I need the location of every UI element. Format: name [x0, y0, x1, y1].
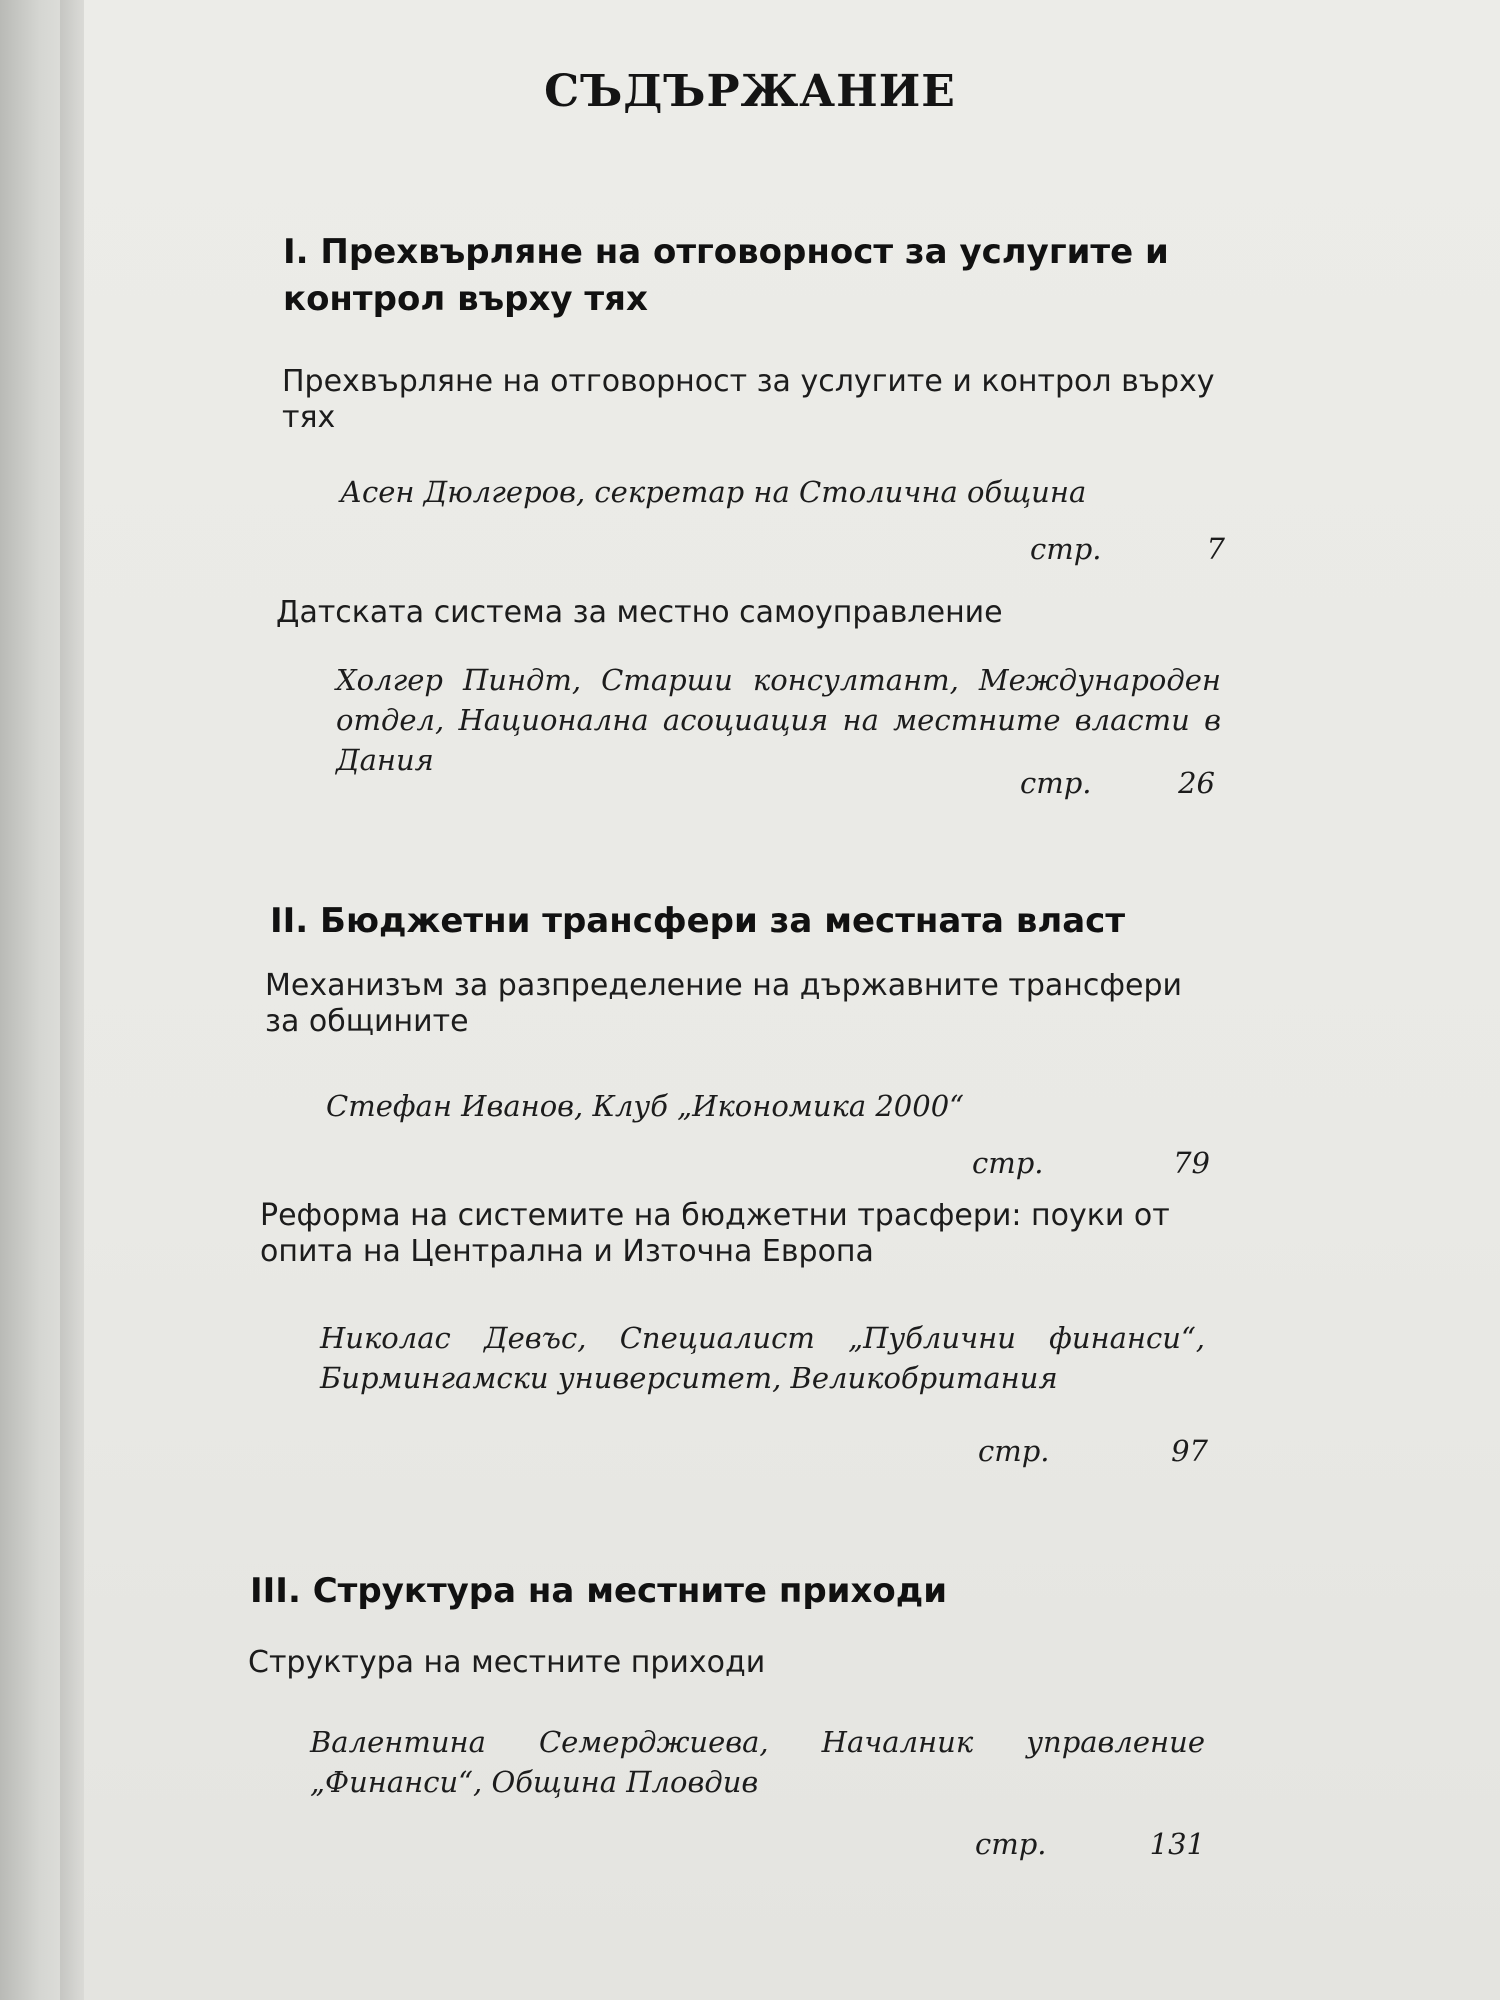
section-1-title: I. Прехвърляне на отговорност за услугите и контрол върху тях: [283, 232, 1169, 319]
page-number: 26: [1178, 766, 1215, 800]
page-label: стр.: [1030, 532, 1102, 566]
page-label: стр.: [975, 1827, 1047, 1861]
article-1-title: Прехвърляне на отговорност за услугите и контрол върху тях: [282, 364, 1215, 435]
article-1-pageref: [1030, 532, 1225, 566]
contents-heading: СЪДЪРЖАНИЕ: [544, 66, 956, 117]
page-number: 79: [1173, 1146, 1210, 1180]
page-number: 131: [1149, 1827, 1205, 1861]
article-4-author: Николас Девъс, Специалист „Публични финанси“, Бирмингамски университет, Великобритания: [320, 1321, 1205, 1395]
page-number: 7: [1206, 532, 1225, 566]
article-3-pageref: [972, 1146, 1210, 1180]
article-4-title: Реформа на системите на бюджетни трасфери: поуки от опита на Централна и Източна Европа: [260, 1198, 1170, 1269]
article-2-title: Датската система за местно самоуправление: [276, 595, 1003, 630]
page-label: стр.: [978, 1434, 1050, 1468]
article-2-author: Холгер Пиндт, Старши консултант, Международен отдел, Национална асоциация на местните власти в Дания: [336, 663, 1221, 777]
section-2-title: II. Бюджетни трансфери за местната власт: [270, 901, 1126, 941]
article-3-title: Механизъм за разпределение на държавните трансфери за общините: [265, 968, 1183, 1039]
page-label: стр.: [972, 1146, 1044, 1180]
article-2-pageref: [1020, 766, 1215, 800]
page-label: стр.: [1020, 766, 1092, 800]
article-5-pageref: [975, 1827, 1205, 1861]
article-1-author: Асен Дюлгеров, секретар на Столична община: [340, 475, 1087, 509]
page-number: 97: [1171, 1434, 1208, 1468]
article-4-pageref: [978, 1434, 1208, 1468]
article-3-author: Стефан Иванов, Клуб „Икономика 2000“: [326, 1089, 964, 1123]
article-5-title: Структура на местните приходи: [248, 1645, 766, 1680]
section-3-title: III. Структура на местните приходи: [250, 1571, 948, 1611]
article-5-author: Валентина Семерджиева, Началник управление „Финанси“, Община Пловдив: [310, 1725, 1205, 1799]
